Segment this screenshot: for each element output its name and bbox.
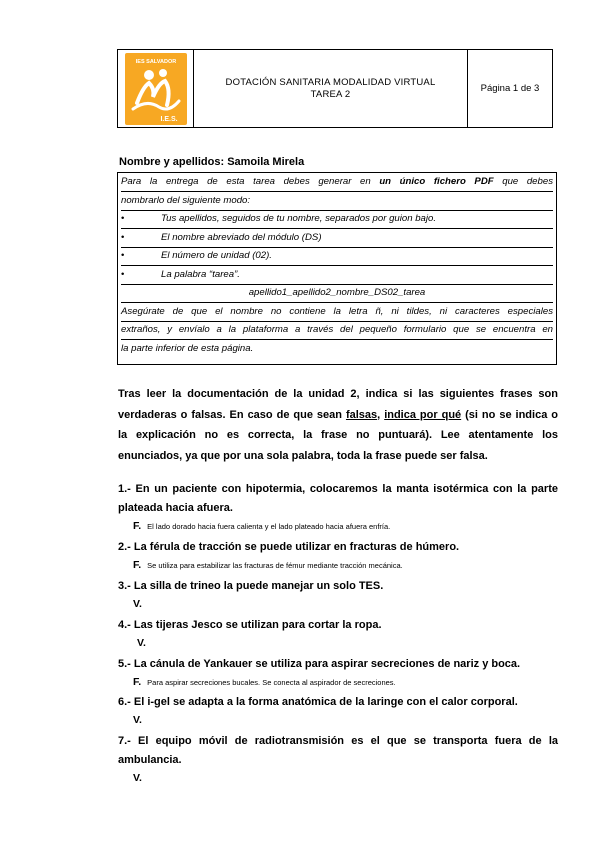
bullet-item <box>121 247 553 266</box>
answer-explanation: Se utiliza para estabilizar las fracturas de fémur mediante tracción mecánica. <box>147 561 403 570</box>
student-name: Nombre y apellidos: Samoila Mirela <box>119 156 305 168</box>
bullet-text: El número de unidad (02). <box>161 250 272 261</box>
intro-underlined: indica por qué <box>384 408 462 421</box>
question-6 <box>118 693 558 712</box>
question-text: ambulancia. <box>118 754 182 766</box>
header-title-line1: DOTACIÓN SANITARIA MODALIDAD VIRTUAL <box>225 76 436 88</box>
question-text: 5.- La cánula de Yankauer se utiliza para aspirar secreciones de nariz y boca. <box>118 658 521 670</box>
logo-bottom-text: I.E.S. <box>159 115 178 123</box>
question-text: 1.- En un paciente con hipotermia, colocaremos la manta isotérmica con la parte <box>118 483 558 495</box>
intro-line <box>118 405 558 426</box>
question-4 <box>118 616 558 635</box>
answer-value: V. <box>133 772 142 784</box>
page-number: Página 1 de 3 <box>480 83 540 94</box>
question-text: plateada hacia afuera. <box>118 502 233 514</box>
question-7 <box>118 732 558 770</box>
school-logo-icon <box>125 53 187 125</box>
answer-5 <box>133 676 396 688</box>
intro-line: enunciados, ya que por una sola palabra, toda la frase puede ser falsa. <box>118 449 488 462</box>
answer-value: F. <box>133 520 142 532</box>
answer-value: V. <box>133 598 142 610</box>
header-title <box>194 50 468 127</box>
question-5 <box>118 655 558 674</box>
question-text: 3.- La silla de trineo la puede manejar un solo TES. <box>118 580 384 592</box>
bullet-text: El nombre abreviado del módulo (DS) <box>161 231 322 243</box>
bullet-text: Tus apellidos, seguidos de tu nombre, separados por guion bajo. <box>161 213 437 224</box>
intro-text: , <box>377 408 385 421</box>
question-text: 4.- Las tijeras Jesco se utilizan para cortar la ropa. <box>118 619 382 631</box>
instruction-text: que debes <box>493 176 553 187</box>
logo-top-text: IES SALVADOR <box>135 58 176 65</box>
instruction-line <box>121 173 553 192</box>
answer-3 <box>133 598 142 610</box>
header-title-line2: TAREA 2 <box>310 88 351 100</box>
question-text: 2.- La férula de tracción se puede utilizar en fracturas de húmero. <box>118 541 460 553</box>
instruction-bold-text: un único fichero PDF <box>379 176 494 187</box>
answer-1 <box>133 520 390 532</box>
school-logo <box>118 50 194 127</box>
answer-value: V. <box>137 637 146 649</box>
bullet-item <box>121 210 553 229</box>
question-3 <box>118 577 558 596</box>
intro-paragraph <box>118 384 558 466</box>
answer-value: F. <box>133 559 142 571</box>
answer-7 <box>133 772 142 784</box>
instruction-line: Asegúrate de que el nombre no contiene la letra ñ, ni tildes, ni caracteres especiales <box>121 303 553 322</box>
instructions-box <box>117 172 557 365</box>
intro-text: verdaderas o falsas. En caso de que sean <box>118 408 346 421</box>
bullet-item <box>121 266 553 285</box>
document-header <box>117 49 553 128</box>
question-text: 7.- El equipo móvil de radiotransmisión es el que se transporta fuera de la <box>118 735 558 747</box>
filename-example: apellido1_apellido2_nombre_DS02_tarea <box>121 284 553 303</box>
question-text: 6.- El i-gel se adapta a la forma anatómica de la laringe con el calor corporal. <box>118 696 518 708</box>
answer-4 <box>137 637 146 649</box>
instruction-text: nombrarlo del siguiente modo: <box>121 194 251 206</box>
bullet-text: La palabra “tarea”. <box>161 268 240 280</box>
instruction-line: la parte inferior de esta página. <box>121 342 254 354</box>
question-2 <box>118 538 558 557</box>
intro-underlined: falsas <box>345 408 378 421</box>
bullet-icon: • <box>121 250 125 261</box>
instruction-text: Para la entrega de esta tarea debes generar en <box>121 176 380 187</box>
bullet-icon: • <box>121 213 125 224</box>
intro-text: (si no se indica o <box>461 408 558 421</box>
bullet-icon: • <box>121 231 125 243</box>
intro-line: la explicación no es correcta, la frase no puntuará). Lee atentamente los <box>118 429 558 441</box>
answer-explanation: El lado dorado hacia fuera calienta y el lado plateado hacia afuera enfría. <box>147 522 391 531</box>
answer-explanation: Para aspirar secreciones bucales. Se conecta al aspirador de secreciones. <box>147 678 396 687</box>
answer-value: F. <box>133 676 142 688</box>
bullet-item <box>121 229 553 248</box>
answer-value: V. <box>133 714 142 726</box>
intro-line: Tras leer la documentación de la unidad 2, indica si las siguientes frases son <box>118 388 558 400</box>
bullet-icon: • <box>121 268 125 280</box>
instruction-line: extraños, y envíalo a la plataforma a través del pequeño formulario que se encuentra en <box>121 321 553 340</box>
answer-2 <box>133 559 403 571</box>
instruction-line <box>121 192 553 211</box>
question-1 <box>118 480 558 518</box>
answer-6 <box>133 714 142 726</box>
